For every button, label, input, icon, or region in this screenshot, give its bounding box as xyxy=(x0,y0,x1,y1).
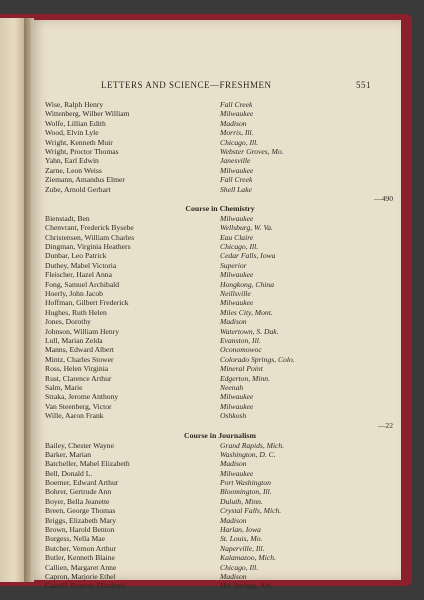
student-name: Breen, George Thomas xyxy=(45,506,116,516)
hometown: Duluth, Minn. xyxy=(220,496,263,506)
hometown: Wellsburg, W. Va. xyxy=(220,223,273,233)
section-total: —490 xyxy=(374,193,393,203)
student-name: Straka, Jerome Anthony xyxy=(45,392,119,402)
hometown: Milwaukee xyxy=(220,401,254,411)
list-item xyxy=(45,392,395,401)
hometown: Chicago, Ill. xyxy=(220,137,259,147)
entry-list-chemistry xyxy=(45,214,395,421)
list-item xyxy=(45,563,395,572)
hometown: Watertown, S. Dak. xyxy=(220,326,279,336)
list-item xyxy=(45,100,395,109)
student-name: Capron, Marjorie Ethel xyxy=(45,571,116,581)
student-name: Johnson, William Henry xyxy=(45,326,120,336)
list-item xyxy=(45,138,395,147)
student-name: Hoerly, John Jacob xyxy=(45,289,103,299)
page xyxy=(31,20,401,591)
student-name: Bell, Donald L. xyxy=(45,468,93,478)
list-item xyxy=(45,469,395,478)
student-name: Zarne, Leon Weiss xyxy=(45,165,102,175)
list-item xyxy=(45,478,395,487)
student-name: Hoffman, Gilbert Frederick xyxy=(45,298,129,308)
section-total-chemistry: —22 xyxy=(377,420,393,430)
list-item xyxy=(45,572,395,581)
list-item xyxy=(45,308,395,317)
hometown: Fall Creek xyxy=(220,100,253,109)
hometown: Milwaukee xyxy=(220,392,254,402)
hometown: Miles City, Mont. xyxy=(220,307,273,317)
hometown: Colorado Springs, Colo. xyxy=(220,354,295,364)
student-name: Van Steenberg, Victor xyxy=(45,401,112,411)
list-item xyxy=(45,119,395,128)
list-item xyxy=(45,261,395,270)
list-item xyxy=(45,156,395,165)
hometown: Harlan, Iowa xyxy=(220,525,261,535)
student-name: Boerner, Edward Arthur xyxy=(45,478,119,488)
student-name: Christensen, William Charles xyxy=(45,232,135,242)
list-item xyxy=(45,355,395,364)
section-title-chemistry: Course in Chemistry xyxy=(185,203,255,213)
list-item xyxy=(45,364,395,373)
hometown: Shell Lake xyxy=(220,184,252,194)
entry-list-journalism xyxy=(45,441,395,591)
hometown: Washington, D. C. xyxy=(220,449,276,459)
student-name: Bienstadt, Ben xyxy=(45,213,90,223)
student-name: Briggs, Elizabeth Mary xyxy=(45,515,117,525)
student-name: Bailey, Chester Wayne xyxy=(45,440,114,450)
hometown: Milwaukee xyxy=(220,213,254,223)
list-item xyxy=(45,345,395,354)
student-name: Wittenberg, Wilber William xyxy=(45,109,130,119)
list-item xyxy=(45,544,395,553)
hometown: Milwaukee xyxy=(220,468,254,478)
hometown: Milwaukee xyxy=(220,165,254,175)
student-name: Brown, Harold Benton xyxy=(45,525,115,535)
section-title-journalism: Course in Journalism xyxy=(184,430,256,440)
student-name: Fong, Samuel Archibald xyxy=(45,279,120,289)
student-name: Wright, Proctor Thomas xyxy=(45,146,119,156)
list-item xyxy=(45,525,395,534)
list-item xyxy=(45,374,395,383)
list-item xyxy=(45,497,395,506)
page-number: 551 xyxy=(356,80,371,90)
hometown: Chicago, Ill. xyxy=(220,242,259,252)
list-item xyxy=(45,289,395,298)
hometown: Madison xyxy=(220,459,247,469)
list-item xyxy=(45,441,395,450)
hometown: Morris, Ill. xyxy=(220,128,254,138)
list-item xyxy=(45,185,395,194)
entry-list-continued xyxy=(45,100,395,194)
student-name: Salm, Marie xyxy=(45,382,83,392)
student-name: Fleischer, Hazel Anna xyxy=(45,270,112,280)
hometown: Webster Groves, Mo. xyxy=(220,146,284,156)
hometown: Cedar Falls, Iowa xyxy=(220,251,276,261)
hometown: Neillsville xyxy=(220,289,251,299)
hometown: Kalamazoo, Mich. xyxy=(220,553,276,563)
list-item xyxy=(45,109,395,118)
page-content xyxy=(45,100,395,591)
hometown: Chicago, Ill. xyxy=(220,562,259,572)
list-item xyxy=(45,270,395,279)
student-name: Wright, Kenneth Muir xyxy=(45,137,113,147)
list-item xyxy=(45,317,395,326)
hometown: St. Louis, Mo. xyxy=(220,534,263,544)
hometown: Madison xyxy=(220,571,247,581)
list-item xyxy=(45,553,395,562)
student-name: Hughes, Ruth Helen xyxy=(45,307,107,317)
list-item xyxy=(45,411,395,420)
student-name: Cassell, Frances Elizabeth xyxy=(45,581,125,591)
student-name: Boyer, Bella Jeanette xyxy=(45,496,110,506)
student-name: Manns, Edward Albert xyxy=(45,345,114,355)
student-name: Dunbar, Leo Patrick xyxy=(45,251,107,261)
student-name: Mintz, Charles Stower xyxy=(45,354,114,364)
hometown: Naperville, Ill. xyxy=(220,543,265,553)
list-item xyxy=(45,450,395,459)
list-item xyxy=(45,166,395,175)
student-name: Barker, Marian xyxy=(45,449,92,459)
hometown: Port Washington xyxy=(220,478,271,488)
student-name: Burgess, Nella Mae xyxy=(45,534,105,544)
hometown: Janesville xyxy=(220,156,251,166)
hometown: Hot Springs, Ark. xyxy=(220,581,274,591)
hometown: Crystal Falls, Mich. xyxy=(220,506,282,516)
hometown: Fall Creek xyxy=(220,175,253,185)
student-name: Wolfe, Lillian Edith xyxy=(45,118,106,128)
student-name: Ross, Helen Virginia xyxy=(45,364,109,374)
hometown: Milwaukee xyxy=(220,109,254,119)
hometown: Milwaukee xyxy=(220,298,254,308)
list-item xyxy=(45,175,395,184)
hometown: Neenah xyxy=(220,382,244,392)
student-name: Bohrer, Gertrude Ann xyxy=(45,487,112,497)
hometown: Milwaukee xyxy=(220,270,254,280)
list-item xyxy=(45,327,395,336)
hometown: Eau Claire xyxy=(220,232,254,242)
hometown: Edgerton, Minn. xyxy=(220,373,270,383)
list-item xyxy=(45,214,395,223)
list-item xyxy=(45,383,395,392)
list-item xyxy=(45,516,395,525)
left-page-edge xyxy=(0,18,26,582)
list-item xyxy=(45,128,395,137)
hometown: Grand Rapids, Mich. xyxy=(220,440,285,450)
student-name: Zube, Arnold Gerhart xyxy=(45,184,111,194)
student-name: Yahn, Earl Edwin xyxy=(45,156,99,166)
list-item xyxy=(45,534,395,543)
list-item xyxy=(45,402,395,411)
hometown: Madison xyxy=(220,118,247,128)
student-name: Lull, Marian Zelda xyxy=(45,335,103,345)
list-item xyxy=(45,251,395,260)
list-item xyxy=(45,581,395,590)
student-name: Butcher, Vernon Arthur xyxy=(45,543,117,553)
student-name: Wood, Elvin Lyle xyxy=(45,128,99,138)
list-item xyxy=(45,336,395,345)
hometown: Bloomington, Ill. xyxy=(220,487,272,497)
hometown: Madison xyxy=(220,317,247,327)
list-item xyxy=(45,147,395,156)
header-title: LETTERS AND SCIENCE—FRESHMEN xyxy=(101,80,272,90)
student-name: Butler, Kenneth Blaine xyxy=(45,553,115,563)
list-item xyxy=(45,459,395,468)
student-name: Batcheller, Mabel Elizabeth xyxy=(45,459,130,469)
list-item xyxy=(45,242,395,251)
hometown: Mineral Point xyxy=(220,364,263,374)
list-item xyxy=(45,506,395,515)
running-header xyxy=(31,80,401,94)
list-item xyxy=(45,233,395,242)
hometown: Oconomowoc xyxy=(220,345,262,355)
hometown: Superior xyxy=(220,260,247,270)
list-item xyxy=(45,280,395,289)
student-name: Jones, Dorothy xyxy=(45,317,91,327)
student-name: Wille, Aaron Frank xyxy=(45,411,104,421)
student-name: Dingman, Virginia Heathers xyxy=(45,242,131,252)
student-name: Wise, Ralph Henry xyxy=(45,100,104,109)
hometown: Oshkosh xyxy=(220,411,247,421)
student-name: Callien, Margaret Anne xyxy=(45,562,117,572)
hometown: Madison xyxy=(220,515,247,525)
hometown: Evanston, Ill. xyxy=(220,335,261,345)
student-name: Duthey, Mabel Victoria xyxy=(45,260,117,270)
list-item xyxy=(45,223,395,232)
list-item xyxy=(45,487,395,496)
student-name: Rust, Clarence Arthur xyxy=(45,373,112,383)
student-name: Ziemann, Amandus Elmer xyxy=(45,175,125,185)
hometown: Hongkong, China xyxy=(220,279,274,289)
student-name: Chenvrant, Frederick Bysebe xyxy=(45,223,134,233)
list-item xyxy=(45,298,395,307)
